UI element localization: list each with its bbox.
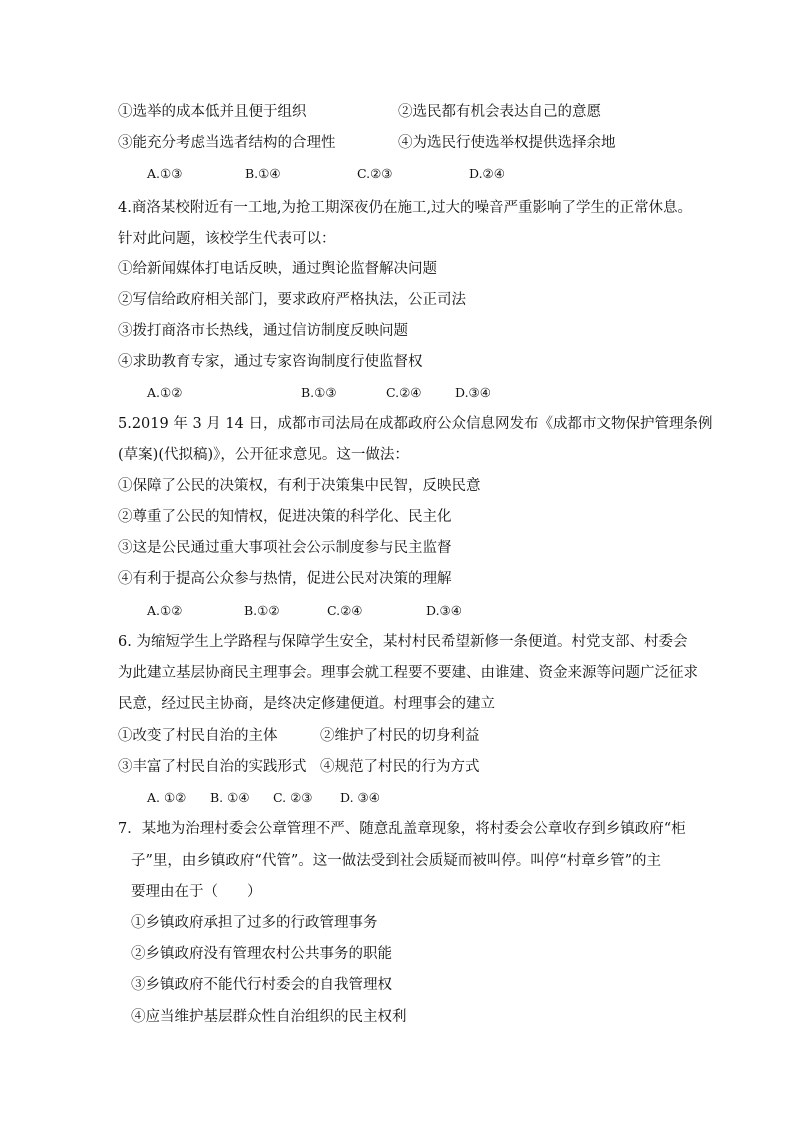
q4-stem-line-1: 4.商洛某校附近有一工地,为抢工期深夜仍在施工,过大的噪音严重影响了学生的正常休息。 (118, 200, 693, 216)
q5-item-3: ③这是公民通过重大事项社会公示制度参与民主监督 (118, 540, 452, 556)
q5-stem-line-2: (草案)(代拟稿)》，公开征求意见。这一做法： (118, 447, 409, 463)
q6-choice-c: C. ②③ (273, 790, 313, 805)
q4-item-2: ②写信给政府相关部门，要求政府严格执法，公正司法 (118, 292, 466, 308)
q6-item-2: ②维护了村民的切身利益 (320, 728, 480, 744)
q5-item-2: ②尊重了公民的知情权，促进决策的科学化、民主化 (118, 509, 452, 525)
q6-item-3: ③丰富了村民自治的实践形式 (118, 759, 307, 775)
q7-item-3: ③乡镇政府不能代行村委会的自我管理权 (131, 977, 392, 993)
q3-choice-d: D.②④ (469, 166, 505, 181)
q7-item-4: ④应当维护基层群众性自治组织的民主权利 (131, 1009, 407, 1025)
q6-stem-line-2: 为此建立基层协商民主理事会。理事会就工程要不要建、由谁建、资金来源等问题广泛征求 (118, 665, 698, 681)
q4-choice-a: A.①② (147, 385, 183, 400)
q5-stem-line-1: 5.2019 年 3 月 14 日，成都市司法局在成都政府公众信息网发布《成都市文物保护管理条例 (118, 416, 713, 432)
q4-item-4: ④求助教育专家，通过专家咨询制度行使监督权 (118, 354, 423, 370)
q5-choice-c: C.②④ (327, 603, 363, 618)
q6-stem-line-1: 6. 为缩短学生上学路程与保障学生安全，某村村民希望新修一条便道。村党支部、村委会 (118, 634, 688, 650)
q3-item-1: ①选举的成本低并且便于组织 (118, 104, 307, 120)
q6-choice-d: D. ③④ (340, 790, 380, 805)
q6-choice-a: A. ①② (147, 790, 187, 805)
q7-stem-line-1: 7．某地为治理村委会公章管理不严、随意乱盖章现象，将村委会公章收存到乡镇政府“柜 (118, 821, 686, 837)
q4-choice-c: C.②④ (386, 385, 422, 400)
q6-item-1: ①改变了村民自治的主体 (118, 728, 278, 744)
q5-item-4: ④有利于提高公众参与热情，促进公民对决策的理解 (118, 571, 452, 587)
q3-choice-a: A.①③ (147, 166, 183, 181)
q7-item-2: ②乡镇政府没有管理农村公共事务的职能 (131, 946, 392, 962)
q4-stem-line-2: 针对此问题，该校学生代表可以： (118, 231, 336, 247)
q5-choice-b: B.①② (244, 603, 280, 618)
q7-stem-line-2: 子”里，由乡镇政府“代管”。这一做法受到社会质疑而被叫停。叫停“村章乡管”的主 (131, 853, 662, 869)
q4-choice-b: B.①③ (301, 385, 337, 400)
q3-item-4: ④为选民行使选举权提供选择余地 (398, 135, 616, 151)
q3-item-2: ②选民都有机会表达自己的意愿 (398, 104, 601, 120)
q5-choice-a: A.①② (147, 603, 183, 618)
q4-item-3: ③拨打商洛市长热线，通过信访制度反映问题 (118, 323, 408, 339)
q4-item-1: ①给新闻媒体打电话反映，通过舆论监督解决问题 (118, 261, 437, 277)
q5-item-1: ①保障了公民的决策权，有利于决策集中民智，反映民意 (118, 478, 481, 494)
q3-choice-b: B.①④ (245, 166, 281, 181)
q6-stem-line-3: 民意，经过民主协商，是终决定修建便道。村理事会的建立 (118, 696, 495, 712)
q3-choice-c: C.②③ (357, 166, 393, 181)
q6-item-4: ④规范了村民的行为方式 (320, 759, 480, 775)
q4-choice-d: D.③④ (455, 385, 491, 400)
q7-item-1: ①乡镇政府承担了过多的行政管理事务 (131, 915, 378, 931)
q6-choice-b: B. ①④ (210, 790, 250, 805)
q7-stem-line-3: 要理由在于（ ） (131, 884, 262, 900)
q3-item-3: ③能充分考虑当选者结构的合理性 (118, 135, 336, 151)
q5-choice-d: D.③④ (426, 603, 462, 618)
